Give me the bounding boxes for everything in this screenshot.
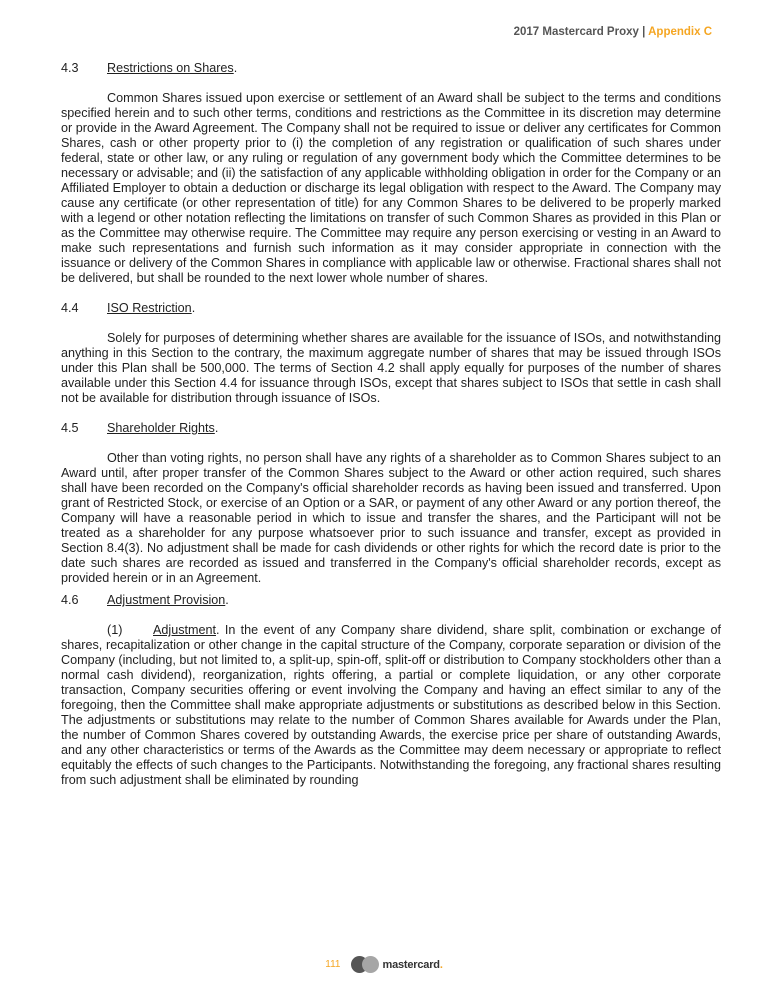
section-title: Restrictions on Shares <box>107 61 234 75</box>
subsection-title: Adjustment <box>153 623 216 637</box>
section-number: 4.4 <box>61 301 79 315</box>
brand-wordmark: mastercard. <box>382 958 443 971</box>
section-heading-4-6 <box>61 593 721 608</box>
mastercard-logo <box>351 956 443 973</box>
page-header <box>514 26 712 38</box>
mastercard-circles-icon <box>351 956 379 973</box>
subsection-number: (1) <box>107 623 123 637</box>
header-title: 2017 Mastercard Proxy <box>513 26 639 38</box>
page-number: 111 <box>325 959 341 970</box>
page-footer <box>0 956 768 973</box>
section-number: 4.6 <box>61 593 79 607</box>
section-paragraph-4-3: Common Shares issued upon exercise or settlement of an Award shall be subject to the terms and conditions specified herein and to such other terms, conditions and restrictions as the Committee in its discretion may determine or provide in the Award Agreement. The Company shall not be required to issue or deliver any certificates for Common Shares, cash or other property prior to (i) the completion of any registration or qualification of such shares under federal, state or other law, or any ruling or regulation of any government body which the Committee determines to be necessary or advisable; and (ii) the satisfaction of any applicable withholding obligation in order for the Company or an Affiliated Employer to obtain a deduction or discharge its legal obligation with respect to the Award. The Company may cause any certificate (or other representation of title) for any Common Shares to be delivered to be properly marked with a legend or other notation reflecting the limitations on transfer of such Common Shares as provided in this Plan or as the Committee may otherwise require. The Committee may require any person exercising or vesting in an Award to make such representations and furnish such information as it may consider appropriate in connection with the issuance or delivery of the Common Shares in compliance with applicable law or otherwise. Fractional shares shall not be delivered, but shall be rounded to the next lower whole number of shares. <box>61 91 721 285</box>
section-number: 4.3 <box>61 61 79 75</box>
section-heading-4-5 <box>61 421 721 436</box>
subsection-body: In the event of any Company share dividend, share split, combination or exchange of shares, recapitalization or other change in the capital structure of the Company, corporate separation or division of the Company (including, but not limited to, a split-up, spin-off, split-off or distribution to Company stockholders other than a normal cash dividend), reorganization, rights offering, a partial or complete liquidation, or any other corporate transaction, Company securities offering or event involving the Company and having an effect similar to any of the foregoing, then the Committee shall make appropriate adjustments or substitutions as described below in this Section. The adjustments or substitutions may relate to the number of Common Shares available for Awards under the Plan, the number of Common Shares covered by outstanding Awards, the exercise price per share of outstanding Awards, and any other characteristics or terms of the Awards as the Committee may deem necessary or appropriate to reflect equitably the effects of such changes to the Participants. Notwithstanding the foregoing, any fractional shares resulting from such adjustment shall be eliminated by rounding <box>61 623 721 787</box>
section-title: Shareholder Rights <box>107 421 215 435</box>
section-heading-4-3 <box>61 61 721 76</box>
section-title-end: . <box>214 421 219 435</box>
document-body <box>61 61 721 788</box>
header-appendix: Appendix C <box>648 26 712 38</box>
section-paragraph-4-5: Other than voting rights, no person shall have any rights of a shareholder as to Common Shares subject to an Award until, after proper transfer of the Common Shares subject to the Award or other action required, such shares shall have been recorded on the Company's official shareholder records as having been issued and transferred. Upon grant of Restricted Stock, or exercise of an Option or a SAR, or payment of any other Award or any portion thereof, the Company will have a reasonable period in which to issue and transfer the shares, and the Participant will not be treated as a shareholder for any purpose whatsoever prior to such issuance and transfer, except as provided in Section 8.4(3). No adjustment shall be made for cash dividends or other rights for which the record date is prior to the date such shares are recorded as issued and transferred in the Company's official shareholder records, except as provided herein or in an Agreement. <box>61 451 721 585</box>
section-paragraph-4-4: Solely for purposes of determining whether shares are available for the issuance of ISOs, and notwithstanding anything in this Section to the contrary, the maximum aggregate number of shares that may be issued through ISOs under this Plan shall be 500,000. The terms of Section 4.2 shall apply equally for purposes of the number of shares available under this Section 4.4 for issuance through ISOs, except that shares subject to ISOs that settle in cash shall not be available for distribution through issuance of ISOs. <box>61 331 721 405</box>
header-separator: | <box>642 26 646 38</box>
section-number: 4.5 <box>61 421 79 435</box>
section-heading-4-4 <box>61 301 721 316</box>
section-title: Adjustment Provision <box>107 593 226 607</box>
section-title-end: . <box>191 301 196 315</box>
section-title-end: . <box>233 61 238 75</box>
section-paragraph-4-6 <box>61 623 721 788</box>
subsection-title-end: . <box>216 623 220 637</box>
section-title: ISO Restriction <box>107 301 192 315</box>
section-title-end: . <box>225 593 229 607</box>
